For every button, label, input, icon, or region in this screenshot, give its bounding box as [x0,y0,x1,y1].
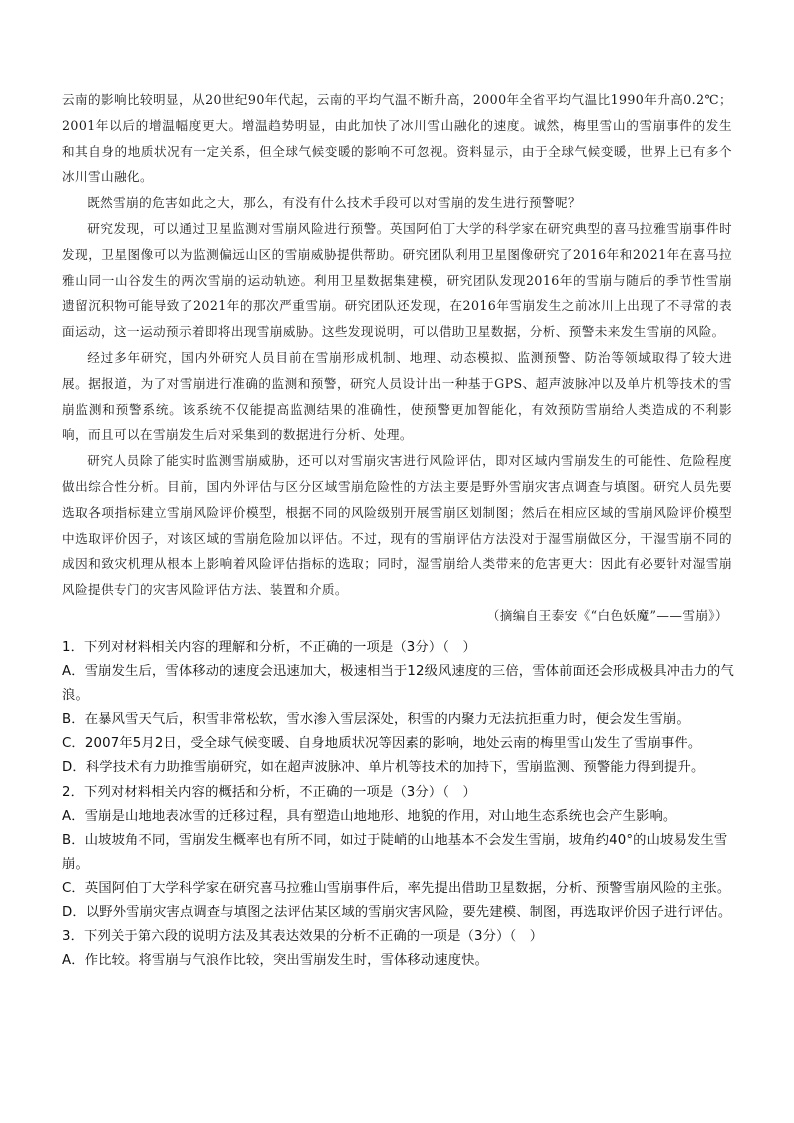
passage-paragraph-assessment: 研究人员除了能实时监测雪崩威胁，还可以对雪崩灾害进行风险评估，即对区域内雪崩发生的可能性、危险程度做出综合性分析。目前，国内外评估与区分区域雪崩危险性的方法主要是野外雪崩灾害点调查与填图。研究人员先要选取各项指标建立雪崩风险评价模型，根据不同的风险级别开展雪崩区划制图；然后在相应区域的雪崩风险评价模型中选取评价因子，对该区域的雪崩危险加以评估。不过，现有的雪崩评估方法没对于湿雪崩做区分，干湿雪崩不同的成因和致灾机理从根本上影响着风险评估指标的选取；同时，湿雪崩给人类带来的危害更大：因此有必要针对湿雪崩风险提供专门的灾害风险评估方法、装置和介质。 [62,453,732,598]
passage-paragraph-question: 既然雪崩的危害如此之大，那么，有没有什么技术手段可以对雪崩的发生进行预警呢？ [87,195,581,211]
question-1 [62,636,742,781]
option-b: B．在暴风雪天气后，积雪非常松软，雪水渗入雪层深处，积雪的内聚力无法抗拒重力时，便会发生雪崩。 [62,712,690,728]
option-c: C．2007年5月2日，受全球气候变暖、自身地质状况等因素的影响，地处云南的梅里雪山发生了雪崩事件。 [62,736,702,752]
question-3 [62,925,742,973]
option-c: C．英国阿伯丁大学科学家在研究喜马拉雅山雪崩事件后，率先提出借助卫星数据，分析、预警雪崩风险的主张。 [62,880,731,896]
question-stem: 1．下列对材料相关内容的理解和分析，不正确的一项是（3分）（ ） [62,640,476,655]
passage-paragraph-satellite: 研究发现，可以通过卫星监测对雪崩风险进行预警。英国阿伯丁大学的科学家在研究典型的喜马拉雅雪崩事件时发现，卫星图像可以为监测偏远山区的雪崩威胁提供帮助。研究团队利用卫星图像研究了2016年和2021年在喜马拉雅山同一山谷发生的两次雪崩的运动轨迹。利用卫星数据集建模，研究团队发现2016年的雪崩与随后的季节性雪崩遗留沉积物可能导致了2021年的那次严重雪崩。研究团队还发现，在2016年雪崩发生之前冰川上出现了不寻常的表面运动，这一运动预示着即将出现雪崩威胁。这些发现说明，可以借助卫星数据，分析、预警未来发生雪崩的风险。 [62,220,732,340]
option-a: A．雪崩发生后，雪体移动的速度会迅速加大，极速相当于12级风速度的三倍，雪体前面还会形成极具冲击力的气浪。 [62,664,734,704]
option-d: D．以野外雪崩灾害点调查与填图之法评估某区域的雪崩灾害风险，要先建模、制图，再选取评价因子进行评估。 [62,905,732,921]
question-stem: 2．下列对材料相关内容的概括和分析，不正确的一项是（3分）（ ） [62,784,476,800]
reading-passage [62,87,732,629]
option-d: D．科学技术有力助推雪崩研究，如在超声波脉冲、单片机等技术的加持下，雪崩监测、预警能力得到提升。 [62,760,705,776]
passage-source: （摘编自王泰安《“白色妖魔”——雪崩》） [486,607,728,623]
question-2 [62,781,742,926]
option-a: A．雪崩是山地地表冰雪的迁移过程，具有塑造山地地形、地貌的作用，对山地生态系统也会产生影响。 [62,808,677,824]
question-stem: 3．下列关于第六段的说明方法及其表达效果的分析不正确的一项是（3分）（ ） [62,929,544,945]
question-section [62,636,742,973]
option-b: B．山坡坡角不同，雪崩发生概率也有所不同，如过于陡峭的山地基本不会发生雪崩，坡角约40°的山坡易发生雪崩。 [62,832,728,872]
passage-paragraph-domestic: 经过多年研究，国内外研究人员目前在雪崩形成机制、地理、动态模拟、监测预警、防治等领域取得了较大进展。据报道，为了对雪崩进行准确的监测和预警，研究人员设计出一种基于GPS、超声波脉冲以及单片机等技术的雪崩监测和预警系统。该系统不仅能提高监测结果的准确性，使预警更加智能化，有效预防雪崩给人类造成的不利影响，而且可以在雪崩发生后对采集到的数据进行分析、处理。 [62,349,732,443]
option-a: A．作比较。将雪崩与气浪作比较，突出雪崩发生时，雪体移动速度快。 [62,953,489,969]
passage-paragraph-continued: 云南的影响比较明显，从20世纪90年代起，云南的平均气温不断升高，2000年全省平均气温比1990年升高0.2℃；2001年以后的增温幅度更大。增温趋势明显，由此加快了冰川雪山融化的速度。诚然，梅里雪山的雪崩事件的发生和其自身的地质状况有一定关系，但全球气候变暖的影响不可忽视。资料显示，由于全球气候变暖，世界上已有多个冰川雪山融化。 [62,92,732,185]
